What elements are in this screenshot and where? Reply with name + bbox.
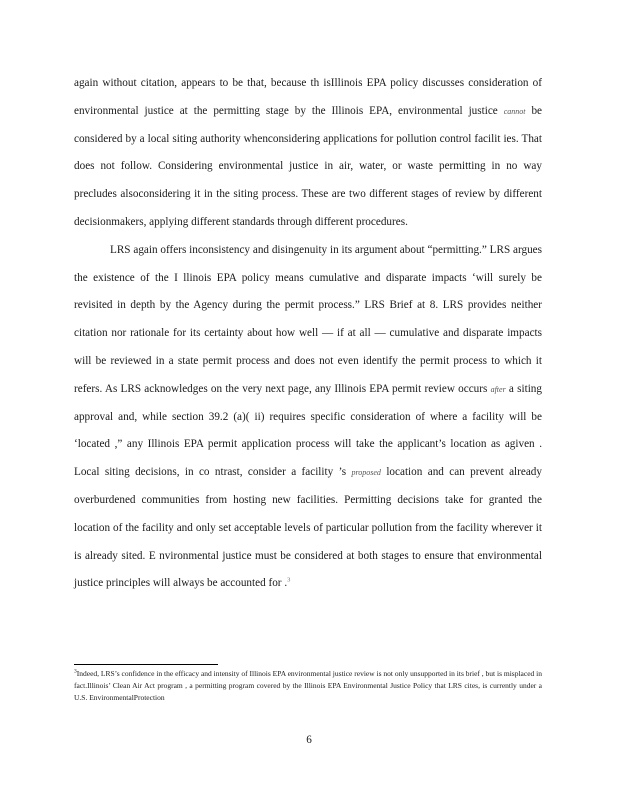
paragraph-1-text-b: be considered by a local siting authority whenconsidering applications for pollution control facilit ies. That does not follow. Considering environmental justice in air, water, or waste permitting in no way precludes alsoconsidering it in the siting process. These are two different stages of review by different decisionmakers, applying different standards through different procedures. bbox=[74, 104, 542, 228]
emphasis-proposed: proposed bbox=[351, 468, 381, 478]
body-text bbox=[74, 70, 542, 598]
paragraph-2-text-c: location and can prevent already overburdened communities from hosting new facilities. Permitting decisions take for granted the location of the facility and only set acceptable levels of particular pollution from the facility wherever it is already sited. E nvironmental justice must be considered at both stages to ensure that environmental justice principles will always be accounted for . bbox=[74, 466, 542, 590]
footnote-reference[interactable]: 3 bbox=[287, 576, 291, 584]
emphasis-cannot: cannot bbox=[503, 106, 526, 116]
footnote-text: Indeed, LRS’s confidence in the efficacy and intensity of Illinois EPA environmental justice review is not only unsupported in its brief , but is misplaced in fact.Illinois’ Clean Air Act program , a permitting program covered by the Illinois EPA Environmental Justice Policy that LRS cites, is currently under a U.S. EnvironmentalProtection bbox=[74, 669, 542, 702]
paragraph-1-text-a: again without citation, appears to be that, because th isIllinois EPA policy discusses consideration of environmental justice at the permitting stage by the Illinois EPA, environmental justice bbox=[74, 77, 542, 117]
footnote-mark: 3 bbox=[74, 668, 77, 675]
paragraph-2 bbox=[74, 237, 542, 598]
emphasis-after: after bbox=[490, 384, 506, 394]
paragraph-2-text-a: LRS again offers inconsistency and disingenuity in its argument about “permitting.” LRS argues the existence of the I llinois EPA policy means cumulative and disparate impacts ‘will surely be revisited in depth by the Agency during the permit process.” LRS Brief at 8. LRS provides neither citation nor rationale for its certainty about how well — if at all — cumulative and disparate impacts will be reviewed in a state permit process and does not even identify the permit process to which it refers. As LRS acknowledges on the very next page, any Illinois EPA permit review occurs bbox=[74, 243, 542, 395]
page-number: 6 bbox=[306, 734, 312, 746]
footnote-separator bbox=[74, 664, 218, 665]
paragraph-2-text-b: a siting approval and, while section 39.2 (a)( ii) requires specific consideration of where a facility will be ‘located ,” any Illinois EPA permit application process will take the applicant’s location as agiven . Local siting decisions, in co ntrast, consider a facility ’s bbox=[74, 382, 542, 479]
paragraph-1 bbox=[74, 70, 542, 237]
footnote bbox=[74, 668, 542, 704]
